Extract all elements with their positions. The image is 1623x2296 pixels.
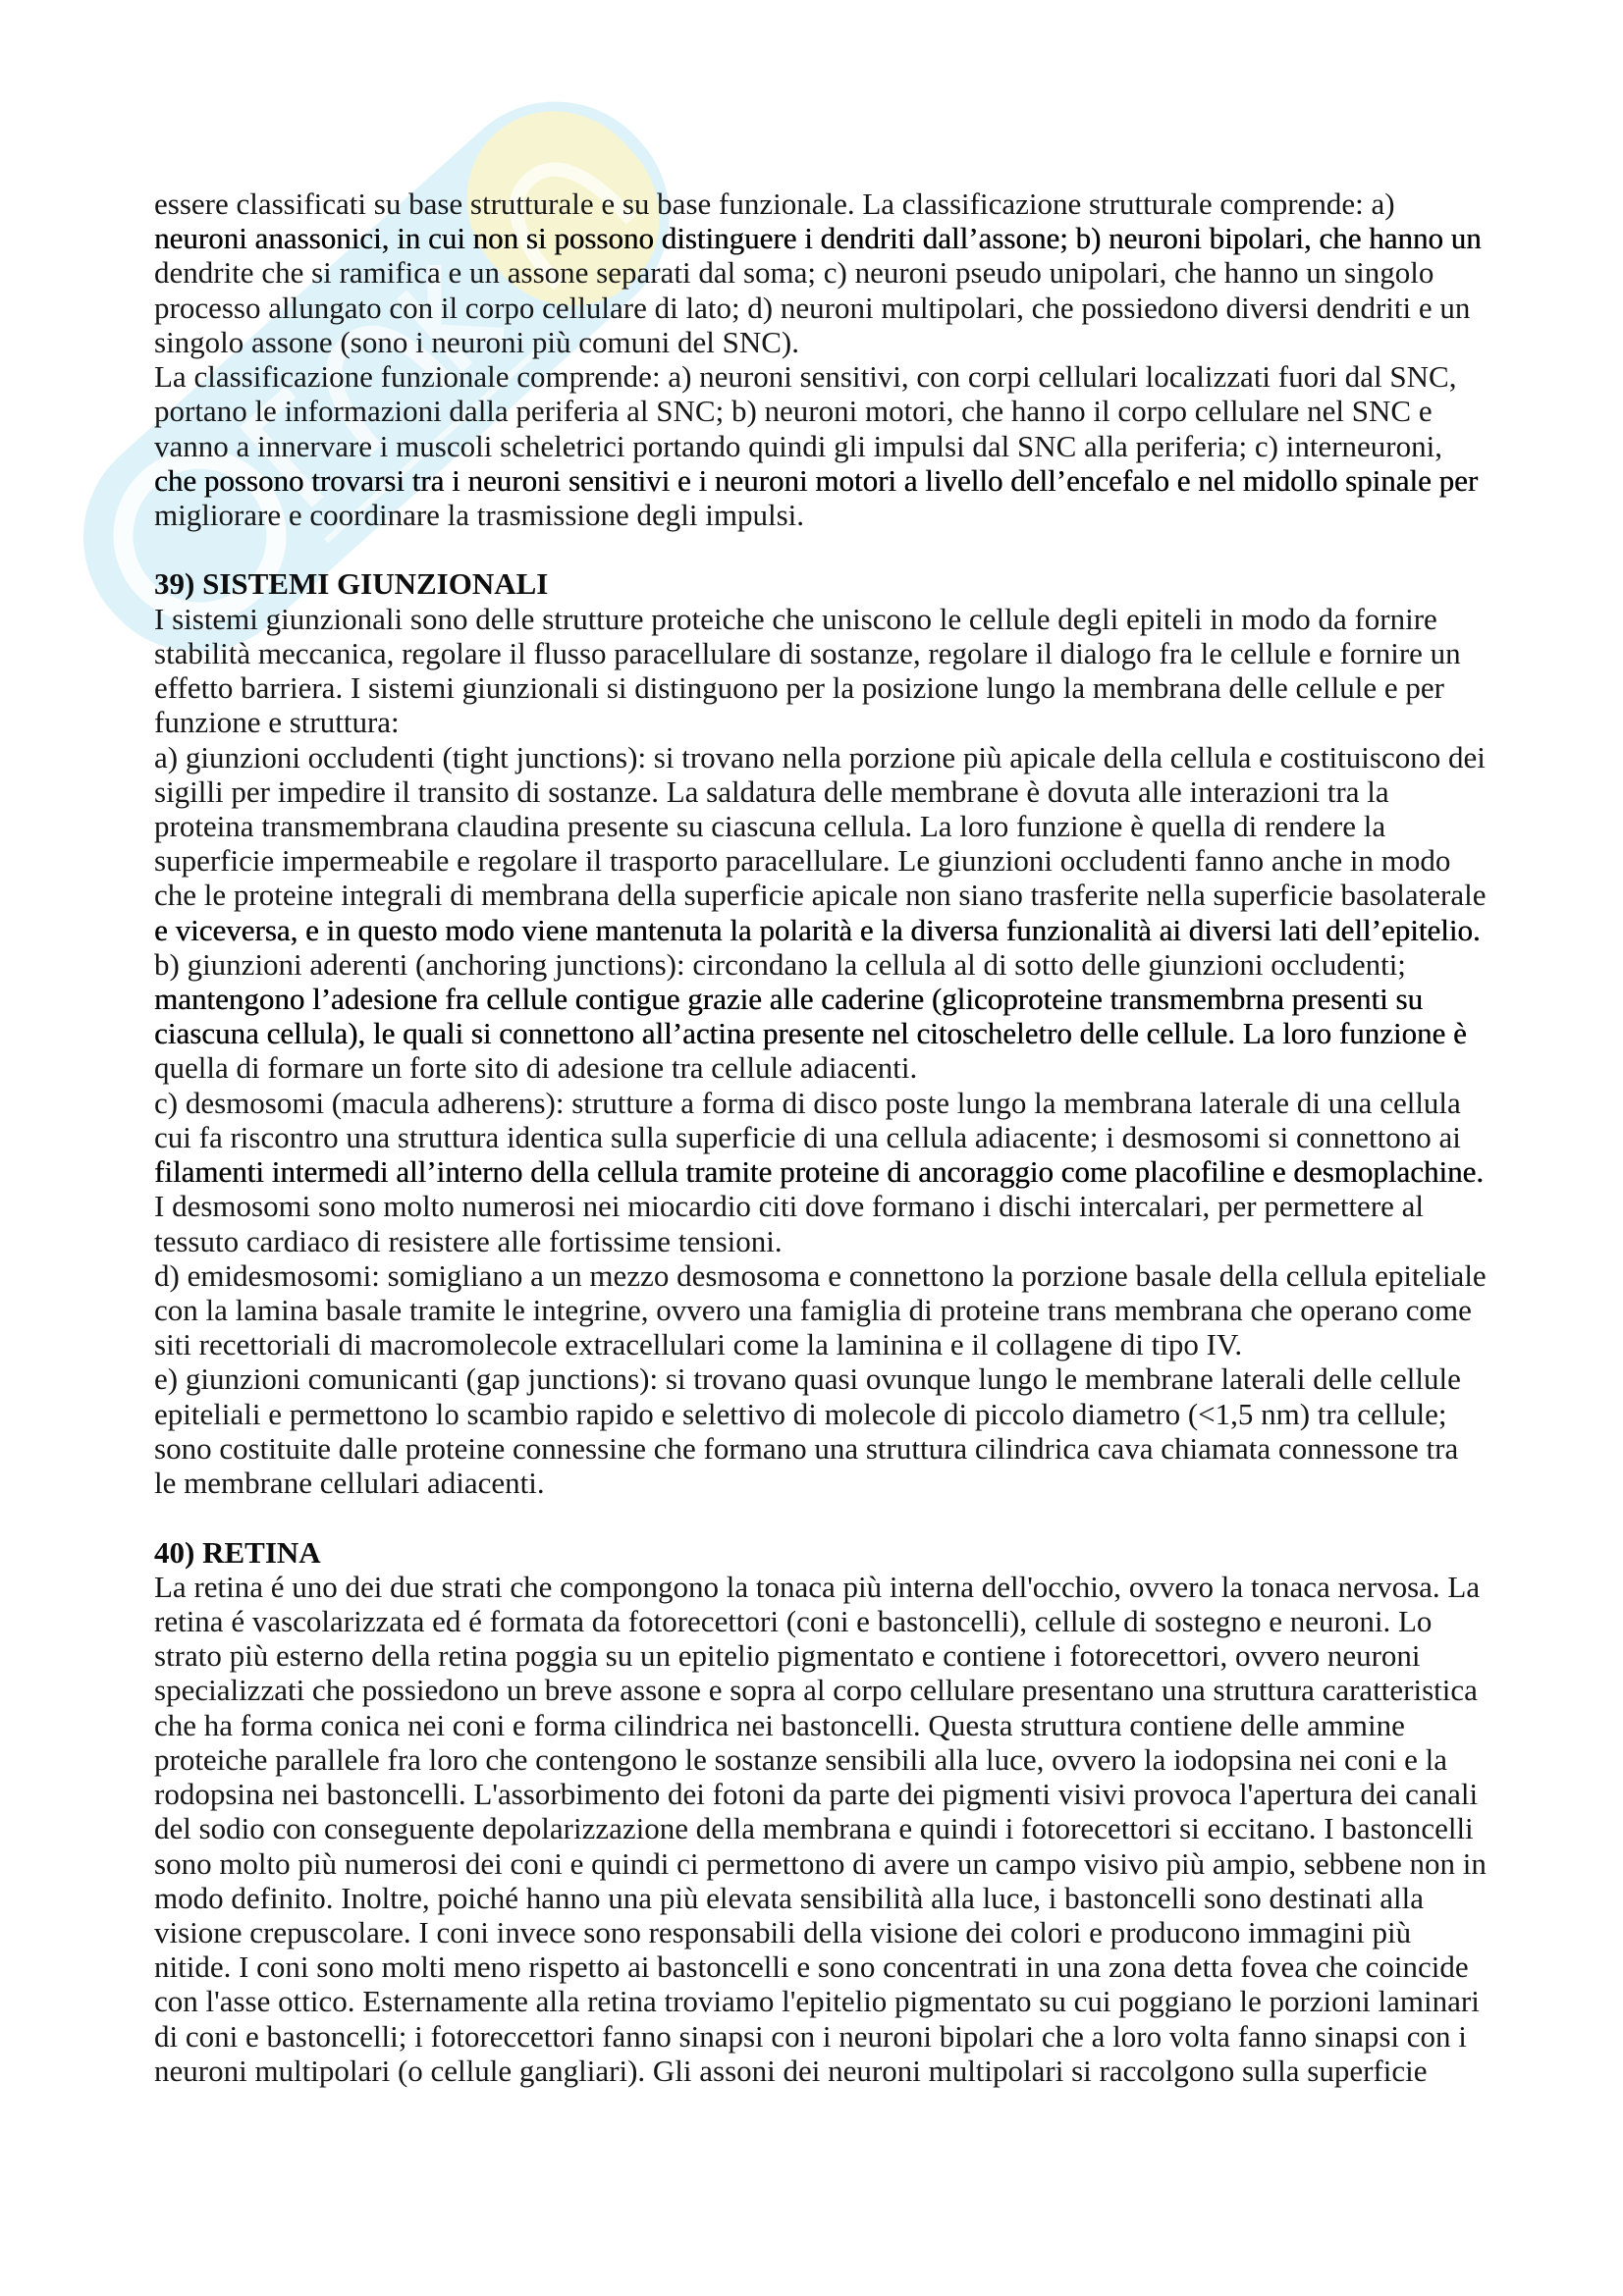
text-line: con la lamina basale tramite le integrine, ovvero una famiglia di proteine trans membrana che operano come <box>154 1293 1472 1327</box>
text-line: neuroni multipolari (o cellule gangliari). Gli assoni dei neuroni multipolari si raccolgono sulla superficie <box>154 2053 1428 2088</box>
text-line: La classificazione funzionale comprende: a) neuroni sensitivi, con corpi cellulari localizzati fuori dal SNC, <box>154 359 1457 395</box>
section-sistemi-giunzionali <box>154 566 1487 1500</box>
text-line: processo allungato con il corpo cellulare di lato; d) neuroni multipolari, che possiedono diversi dendriti e un <box>154 290 1471 325</box>
text-line: che ha forma conica nei coni e forma cilindrica nei bastoncelli. Questa struttura contiene delle ammine <box>154 1707 1405 1742</box>
text-line: sono costituite dalle proteine connessine che formano una struttura cilindrica cava chiamata connessone tra <box>154 1430 1459 1466</box>
text-line: strato più esterno della retina poggia su un epitelio pigmentato e contiene i fotorecettori, ovvero neuroni <box>154 1638 1421 1674</box>
paragraph-hemidesmosomes <box>154 1258 1487 1362</box>
section-heading: 40) RETINA <box>154 1534 321 1570</box>
text-line: tessuto cardiaco di resistere alle fortissime tensioni. <box>154 1223 783 1258</box>
text-line: filamenti intermedi all’interno della cellula tramite proteine di ancoraggio come placofiline e desmoplachine. <box>154 1154 1484 1190</box>
text-line: mantengono l’adesione fra cellule contigue grazie alle caderine (glicoproteine transmembrna presenti su <box>154 982 1423 1017</box>
text-line: e) giunzioni comunicanti (gap junctions): si trovano quasi ovunque lungo le membrane laterali delle cellule <box>154 1362 1461 1397</box>
paragraph-neuron-functional-classification <box>154 359 1487 532</box>
text-line: a) giunzioni occludenti (tight junctions): si trovano nella porzione più apicale della cellula e costituiscono dei <box>154 739 1486 774</box>
paragraph-tight-junctions <box>154 740 1487 947</box>
text-line: di coni e bastoncelli; i fotoreccettori fanno sinapsi con i neuroni bipolari che a loro volta fanno sinapsi con i <box>154 2018 1467 2054</box>
text-line: con l'asse ottico. Esternamente alla retina troviamo l'epitelio pigmentato su cui poggiano le porzioni laminari <box>154 1984 1480 2019</box>
text-line: che possono trovarsi tra i neuroni sensitivi e i neuroni motori a livello dell’encefalo e nel midollo spinale per <box>154 462 1479 498</box>
paragraph-desmosomes <box>154 1086 1487 1258</box>
text-line: nitide. I coni sono molti meno rispetto ai bastoncelli e sono concentrati in una zona detta fovea che coincide <box>154 1949 1469 1985</box>
paragraph-neuron-structural-classification <box>154 187 1487 359</box>
text-line: e viceversa, e in questo modo viene mantenuta la polarità e la diversa funzionalità ai diversi lati dell’epitelio. <box>154 912 1481 947</box>
text-line: b) giunzioni aderenti (anchoring junctions): circondano la cellula al di sotto delle giunzioni occludenti; <box>154 946 1406 982</box>
text-line: migliorare e coordinare la trasmissione degli impulsi. <box>154 497 805 532</box>
text-line: epiteliali e permettono lo scambio rapido e selettivo di molecole di piccolo diametro (<1,5 nm) tra cellule; <box>154 1396 1447 1431</box>
text-line: quella di formare un forte sito di adesione tra cellule adiacenti. <box>154 1050 918 1086</box>
text-line: cui fa riscontro una struttura identica sulla superficie di una cellula adiacente; i desmosomi si connettono ai <box>154 1119 1461 1154</box>
text-line: I desmosomi sono molto numerosi nei miocardio citi dove formano i dischi intercalari, per permettere al <box>154 1189 1425 1224</box>
text-line: modo definito. Inoltre, poiché hanno una più elevata sensibilità alla luce, i bastoncelli sono destinati alla <box>154 1880 1425 1915</box>
text-line: sigilli per impedire il transito di sostanze. La saldatura delle membrane è dovuta alle interazioni tra la <box>154 774 1389 809</box>
text-line: rodopsina nei bastoncelli. L'assorbimento dei fotoni da parte dei pigmenti visivi provoca l'apertura dei canali <box>154 1777 1479 1812</box>
text-line: essere classificati su base strutturale e su base funzionale. La classificazione strutturale comprende: a) <box>154 187 1395 221</box>
section-retina <box>154 1535 1487 2089</box>
paragraph-junctions-intro <box>154 602 1487 740</box>
text-line: proteiche parallele fra loro che contengono le sostanze sensibili alla luce, ovvero la iodopsina nei coni e la <box>154 1741 1448 1777</box>
text-line: I sistemi giunzionali sono delle strutture proteiche che uniscono le cellule degli epiteli in modo da fornire <box>154 601 1437 636</box>
text-line: le membrane cellulari adiacenti. <box>154 1466 545 1501</box>
text-line: portano le informazioni dalla periferia al SNC; b) neuroni motori, che hanno il corpo cellulare nel SNC e <box>154 394 1433 429</box>
text-line: d) emidesmosomi: somigliano a un mezzo desmosoma e connettono la porzione basale della cellula epiteliale <box>154 1257 1487 1293</box>
text-line: visione crepuscolare. I coni invece sono responsabili della visione dei colori e producono immagini più <box>154 1914 1412 1949</box>
text-line: del sodio con conseguente depolarizzazione della membrana e quindi i fotorecettori si eccitano. I bastoncelli <box>154 1811 1474 1846</box>
paragraph-gap-junctions <box>154 1362 1487 1500</box>
text-line: proteina transmembrana claudina presente su ciascuna cellula. La loro funzione è quella di rendere la <box>154 808 1386 843</box>
text-line: singolo assone (sono i neuroni più comuni del SNC). <box>154 324 799 359</box>
paragraph-retina <box>154 1570 1487 2088</box>
text-line: ciascuna cellula), le quali si connettono all’actina presente nel citoscheletro delle cellule. La loro funzione è <box>154 1016 1467 1051</box>
text-line: funzione e struttura: <box>154 705 400 740</box>
text-line: effetto barriera. I sistemi giunzionali si distinguono per la posizione lungo la membrana delle cellule e per <box>154 670 1444 706</box>
text-line: neuroni anassonici, in cui non si possono distinguere i dendriti dall’assone; b) neuroni bipolari, che hanno un <box>154 221 1482 256</box>
paragraph-anchoring-junctions <box>154 947 1487 1086</box>
text-line: dendrite che si ramifica e un assone separati dal soma; c) neuroni pseudo unipolari, che hanno un singolo <box>154 255 1434 291</box>
text-line: che le proteine integrali di membrana della superficie apicale non siano trasferite nella superficie basolaterale <box>154 878 1487 913</box>
text-line: siti recettoriali di macromolecole extracellulari come la laminina e il collagene di tipo IV. <box>154 1327 1243 1362</box>
document-body <box>154 187 1487 2088</box>
text-line: sono molto più numerosi dei coni e quindi ci permettono di avere un campo visivo più ampio, sebbene non in <box>154 1845 1487 1881</box>
text-line: La retina é uno dei due strati che compongono la tonaca più interna dell'occhio, ovvero la tonaca nervosa. La <box>154 1569 1481 1604</box>
text-line: retina é vascolarizzata ed é formata da fotorecettori (coni e bastoncelli), cellule di sostegno e neuroni. Lo <box>154 1603 1433 1638</box>
text-line: stabilità meccanica, regolare il flusso paracellulare di sostanze, regolare il dialogo fra le cellule e fornire un <box>154 635 1461 670</box>
text-line: c) desmosomi (macula adherens): strutture a forma di disco poste lungo la membrana laterale di una cellula <box>154 1085 1461 1120</box>
section-heading: 39) SISTEMI GIUNZIONALI <box>154 566 549 602</box>
text-line: superficie impermeabile e regolare il trasporto paracellulare. Le giunzioni occludenti fanno anche in modo <box>154 843 1451 879</box>
text-line: vanno a innervare i muscoli scheletrici portando quindi gli impulsi dal SNC alla periferia; c) interneuroni, <box>154 428 1442 463</box>
text-line: specializzati che possiedono un breve assone e sopra al corpo cellulare presentano una struttura caratteristica <box>154 1673 1478 1708</box>
